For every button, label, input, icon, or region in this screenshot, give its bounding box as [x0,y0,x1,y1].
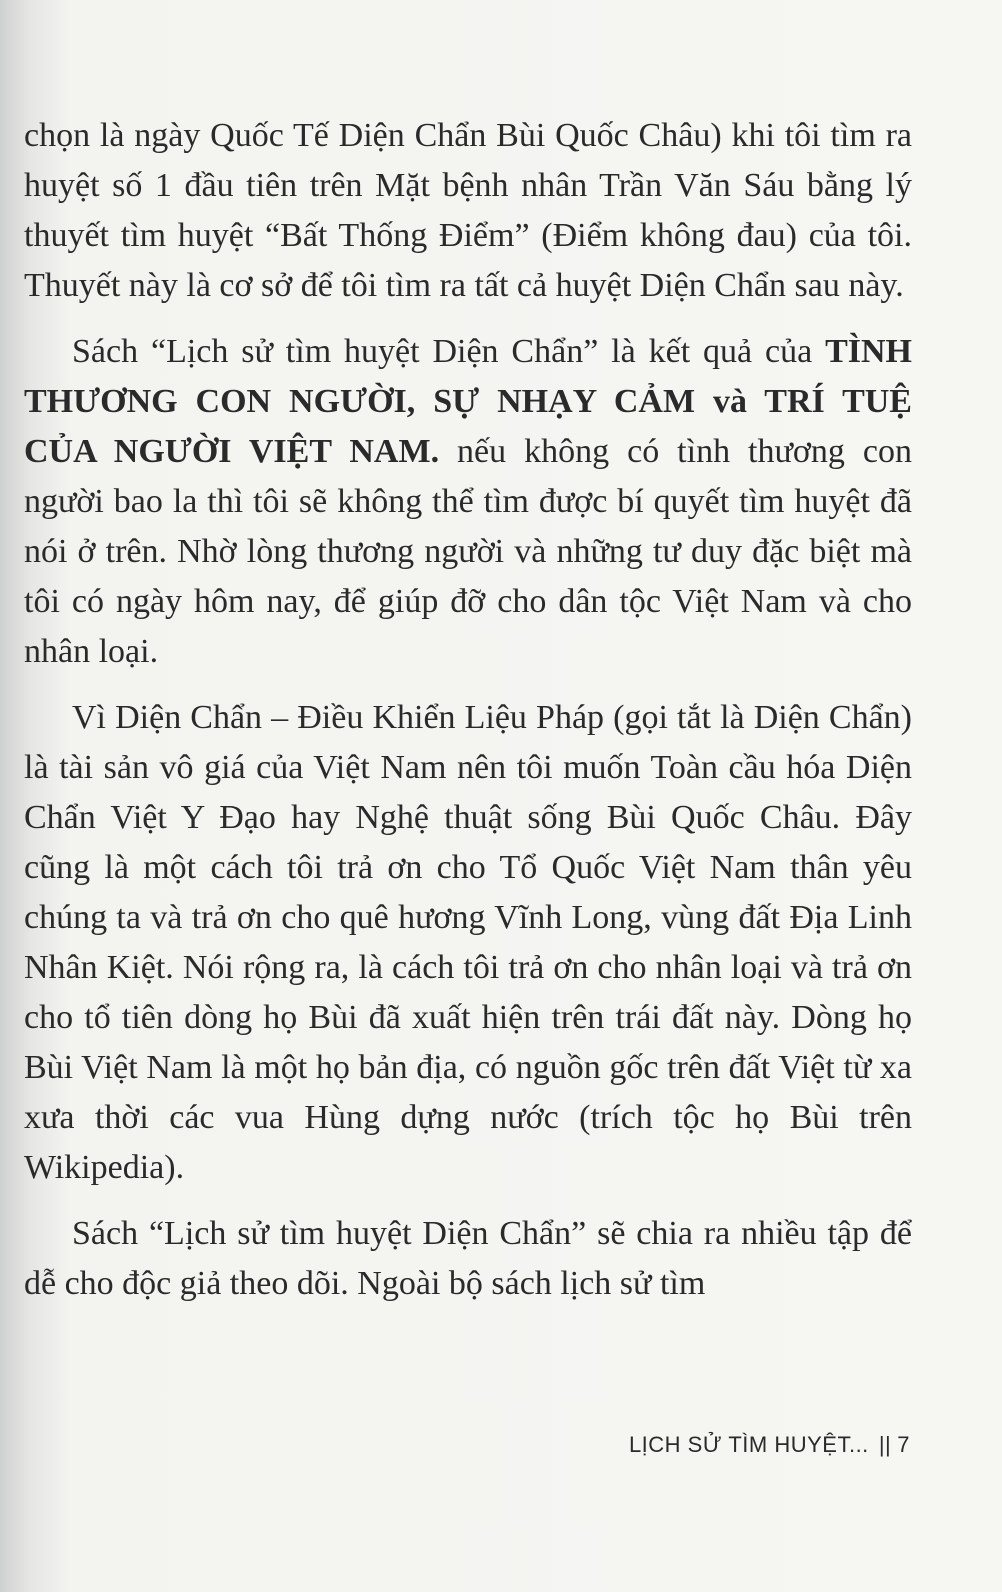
paragraph-2 [24,327,912,677]
page-number: 7 [897,1432,910,1457]
page-footer [629,1432,910,1458]
paragraph-1: chọn là ngày Quốc Tế Diện Chẩn Bùi Quốc Châu) khi tôi tìm ra huyệt số 1 đầu tiên trên Mặt bệnh nhân Trần Văn Sáu bằng lý thuyết tìm huyệt “Bất Thống Điểm” (Điểm không đau) của tôi. Thuyết này là cơ sở để tôi tìm ra tất cả huyệt Diện Chẩn sau này. [24,117,912,304]
paragraph-2-emphasis: TÌNH THƯƠNG CON NGƯỜI, SỰ NHẠY CẢM và TRÍ TUỆ CỦA NGƯỜI VIỆT NAM. [24,333,912,470]
body-text [24,111,912,1325]
paragraph-4: Sách “Lịch sử tìm huyệt Diện Chẩn” sẽ chia ra nhiều tập để dễ cho độc giả theo dõi. Ngoài bộ sách lịch sử tìm [24,1215,912,1302]
paragraph-2-rest: nếu không có tình thương con người bao la thì tôi sẽ không thể tìm được bí quyết tìm huyệt đã nói ở trên. Nhờ lòng thương người và những tư duy đặc biệt mà tôi có ngày hôm nay, để giúp đỡ cho dân tộc Việt Nam và cho nhân loại. [24,433,912,670]
running-title: LỊCH SỬ TÌM HUYỆT... [628,1432,869,1457]
paragraph-2-intro: Sách “Lịch sử tìm huyệt Diện Chẩn” là kết quả của [72,333,826,370]
paragraph-3: Vì Diện Chẩn – Điều Khiển Liệu Pháp (gọi tắt là Diện Chẩn) là tài sản vô giá của Việt Nam nên tôi muốn Toàn cầu hóa Diện Chẩn Việt Y Đạo hay Nghệ thuật sống Bùi Quốc Châu. Đây cũng là một cách tôi trả ơn cho Tổ Quốc Việt Nam thân yêu chúng ta và trả ơn cho quê hương Vĩnh Long, vùng đất Địa Linh Nhân Kiệt. Nói rộng ra, là cách tôi trả ơn cho nhân loại và trả ơn cho tổ tiên dòng họ Bùi đã xuất hiện trên trái đất này. Dòng họ Bùi Việt Nam là một họ bản địa, có nguồn gốc trên đất Việt từ xa xưa thời các vua Hùng dựng nước (trích tộc họ Bùi trên Wikipedia). [24,699,912,1186]
footer-separator: || [878,1432,892,1457]
